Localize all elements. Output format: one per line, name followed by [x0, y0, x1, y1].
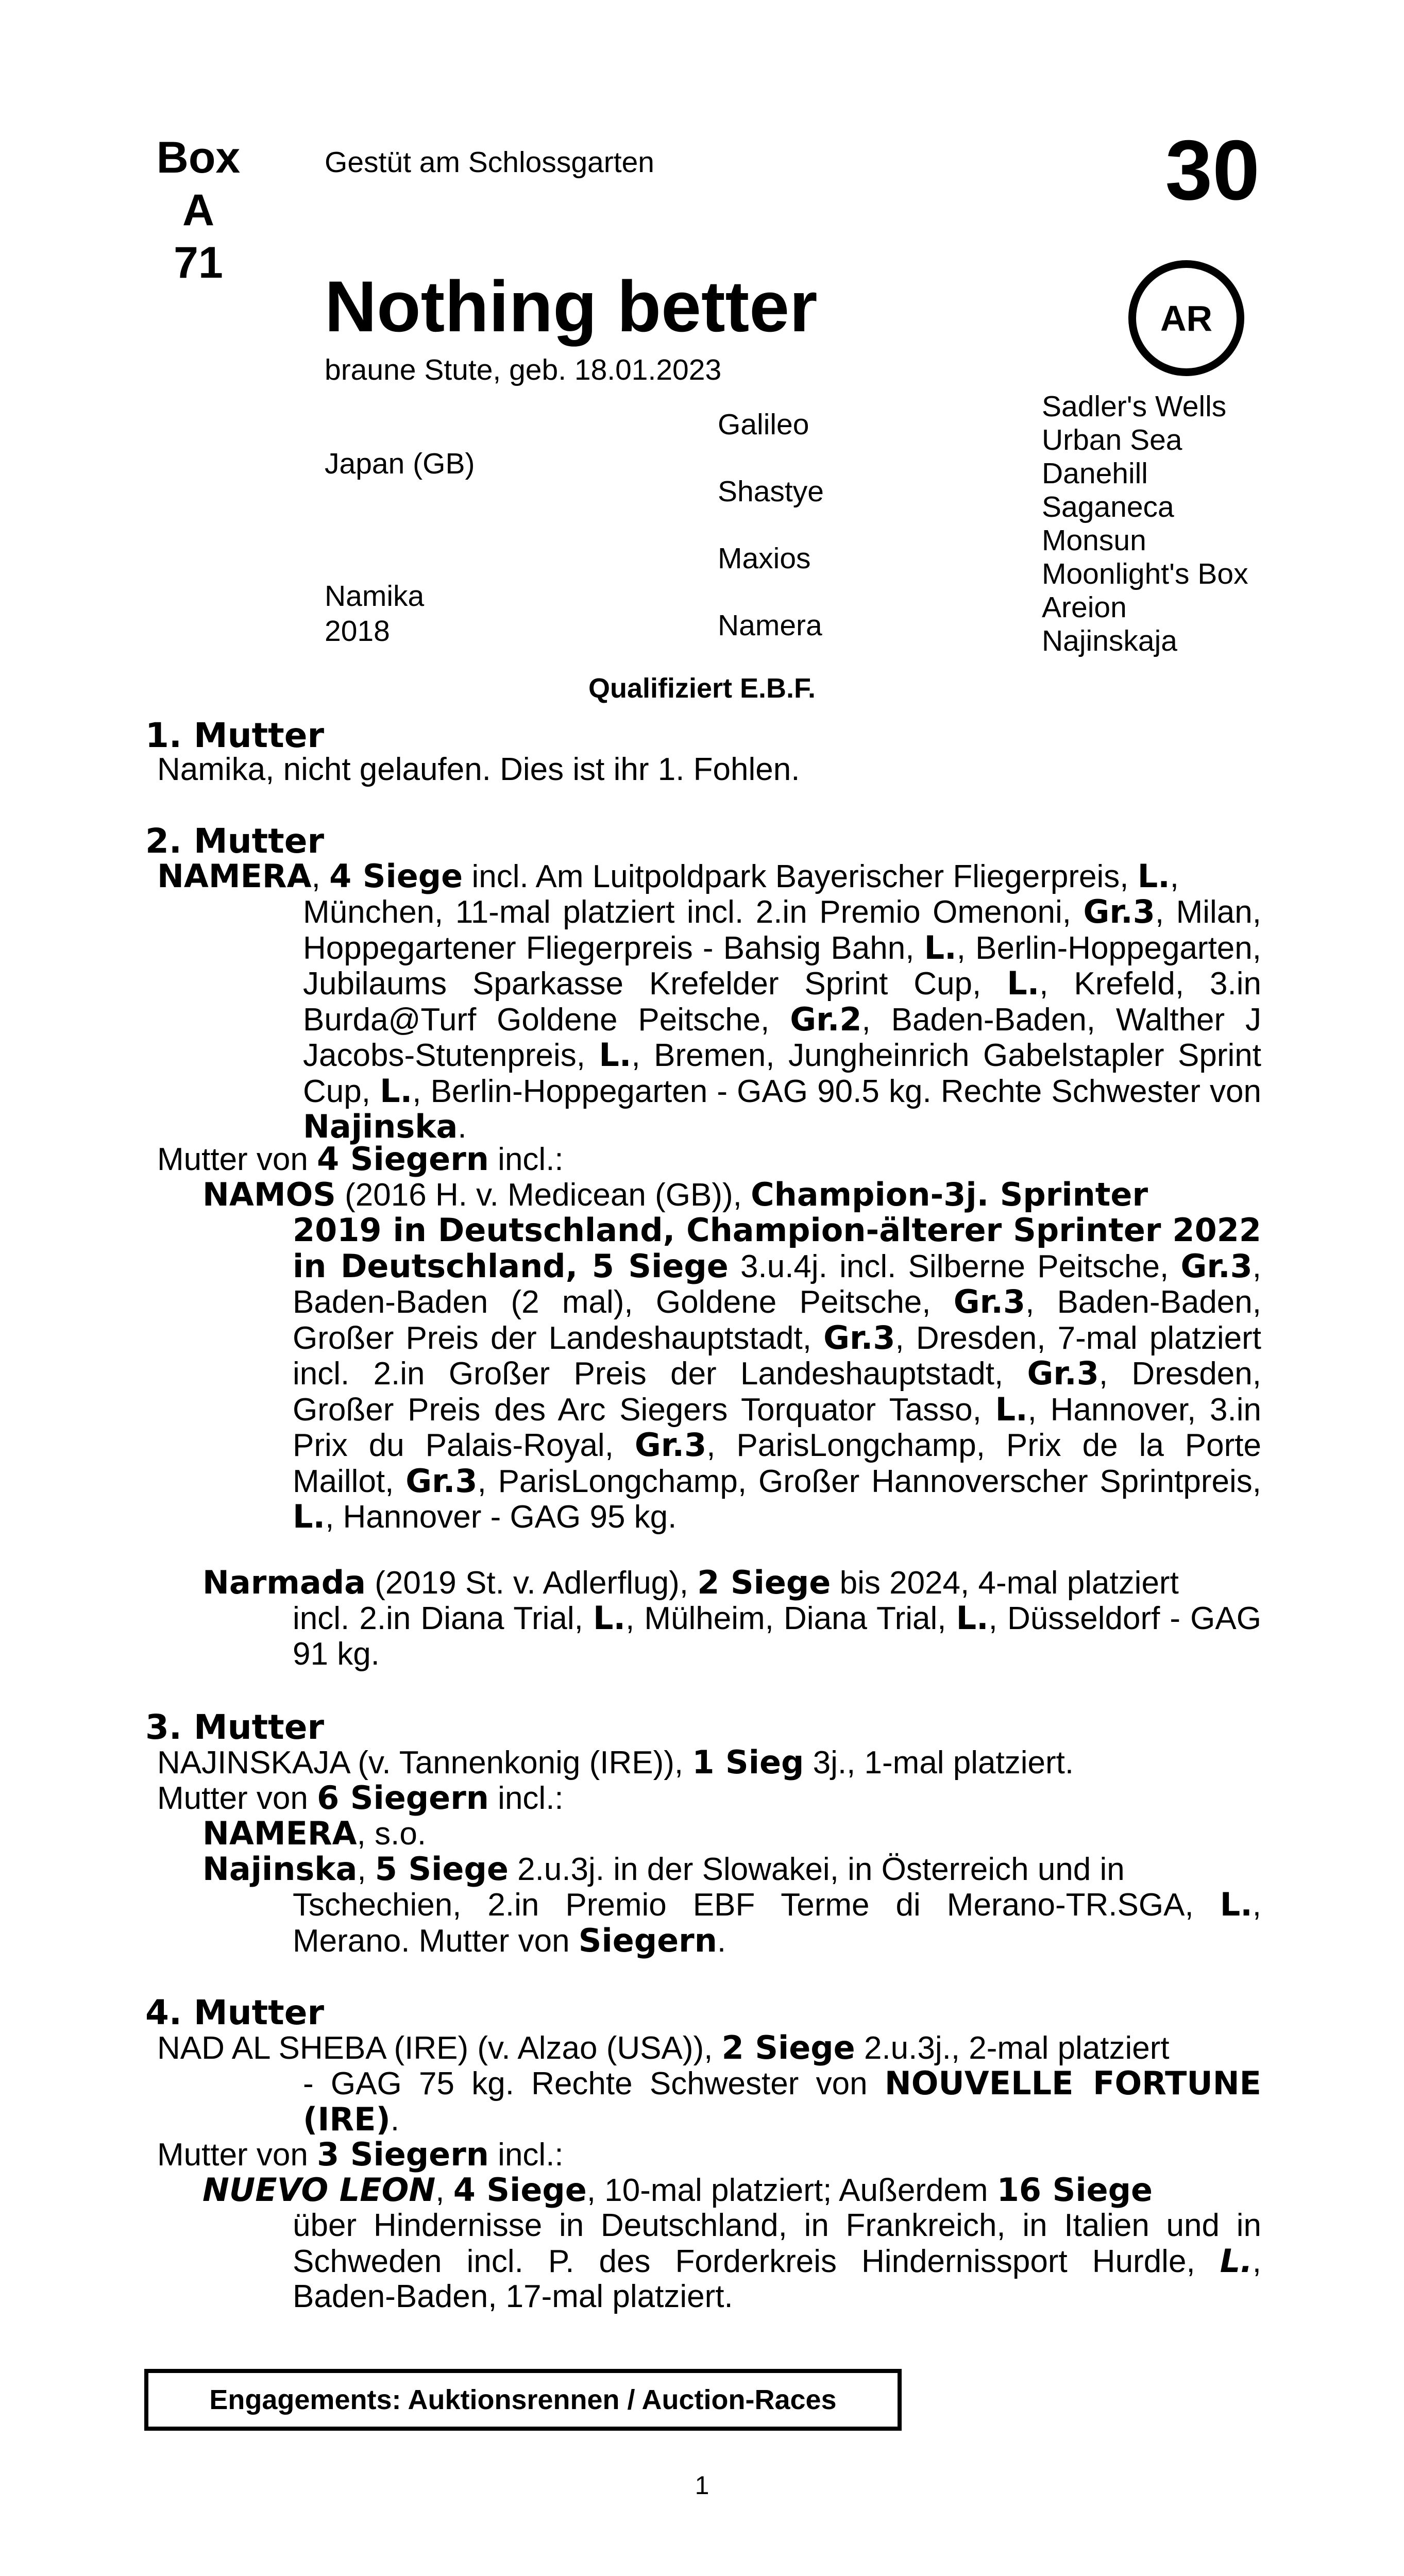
engagements-text: Engagements: Auktionsrennen / Auction-Races: [209, 2384, 837, 2415]
pedigree-gen2-item: Namera: [718, 609, 822, 642]
text-block: über Hindernisse in Deutschland, in Frankreich, in Italien und in Schweden incl. P. des Forderkreis Hindernissport Hurdle, L., Baden-Baden, 17-mal platziert.: [293, 2208, 1261, 2314]
produce-entry-nuevo-leon: NUEVO LEON, 4 Siege, 10-mal platziert; Außerdem 16 Siege: [202, 2171, 1153, 2209]
text-block: 2019 in Deutschland, Champion-älterer Sprinter 2022 in Deutschland, 5 Siege 3.u.4j. incl. Silberne Peitsche, Gr.3, Baden-Baden (2 mal), Goldene Peitsche, Gr.3, Baden-Baden, Großer Preis der Landeshauptstadt, Gr.3, Dresden, 7-mal platziert incl. 2.in Großer Preis der Landeshauptstadt, Gr.3, Dresden, Großer Preis des Arc Siegers Torquator Tasso, L., Hannover, 3.in Prix du Palais-Royal, Gr.3, ParisLongchamp, Prix de la Porte Maillot, Gr.3, ParisLongchamp, Großer Hannoverscher Sprintpreis, L., Hannover - GAG 95 kg.: [293, 1211, 1262, 1535]
dam-entry-nad-al-sheba: NAD AL SHEBA (IRE) (v. Alzao (USA)), 2 Siege 2.u.3j., 2-mal platziert: [157, 2029, 1170, 2066]
section-heading-4th-dam: 4. Mutter: [145, 1993, 325, 2032]
pedigree-gen2-item: Shastye: [718, 475, 824, 508]
pedigree-dam-year: 2018: [325, 615, 390, 648]
qualification: Qualifiziert E.B.F.: [588, 673, 816, 704]
produce-heading: Mutter von 3 Siegern incl.:: [157, 2136, 564, 2173]
pedigree-gen3-item: Saganeca: [1042, 490, 1174, 523]
text-block: Tschechien, 2.in Premio EBF Terme di Merano-TR.SGA, L., Merano. Mutter von Siegern.: [293, 1886, 1261, 1959]
pedigree-gen3-item: Moonlight's Box: [1042, 557, 1248, 590]
text-block: incl. 2.in Diana Trial, L., Mülheim, Diana Trial, L., Düsseldorf - GAG 91 kg.: [293, 1599, 1261, 1672]
pedigree-gen3-item: Urban Sea: [1042, 423, 1182, 456]
box-label: [155, 131, 242, 289]
ar-badge-text: AR: [1160, 298, 1213, 338]
lot-number: 30: [1165, 123, 1260, 217]
produce-entry-namos: NAMOS (2016 H. v. Medicean (GB)), Champion-3j. Sprinter: [202, 1176, 1148, 1213]
pedigree-gen3-item: Sadler's Wells: [1042, 390, 1227, 423]
produce-heading: Mutter von 6 Siegern incl.:: [157, 1779, 564, 1817]
engagements-box: [144, 2369, 902, 2431]
produce-entry-narmada: Narmada (2019 St. v. Adlerflug), 2 Siege bis 2024, 4-mal platziert: [202, 1564, 1179, 1601]
section-heading-3rd-dam: 3. Mutter: [145, 1707, 325, 1747]
ar-badge: [1128, 260, 1244, 376]
section-heading-2nd-dam: 2. Mutter: [145, 821, 325, 861]
produce-entry-najinska: Najinska, 5 Siege 2.u.3j. in der Slowakei, in Österreich und in: [202, 1850, 1125, 1888]
box-word: Box: [156, 133, 241, 182]
dam-entry-najinskaja: NAJINSKAJA (v. Tannenkonig (IRE)), 1 Sieg 3j., 1-mal platziert.: [157, 1743, 1074, 1781]
produce-heading: Mutter von 4 Siegern incl.:: [157, 1140, 564, 1178]
pedigree-gen3-item: Danehill: [1042, 457, 1148, 490]
page-number: 1: [695, 2471, 709, 2500]
pedigree-gen2-item: Galileo: [718, 408, 809, 441]
pedigree-dam: Namika: [325, 580, 425, 613]
horse-description: braune Stute, geb. 18.01.2023: [325, 353, 722, 386]
text-block: - GAG 75 kg. Rechte Schwester von NOUVELLE FORTUNE (IRE).: [303, 2064, 1261, 2138]
pedigree-gen3-item: Monsun: [1042, 524, 1146, 557]
pedigree-gen3-list: [1042, 390, 1248, 658]
pedigree-gen3-item: Areion: [1042, 591, 1127, 624]
horse-name: Nothing better: [325, 266, 818, 347]
section-text-1st-dam: Namika, nicht gelaufen. Dies ist ihr 1. Fohlen.: [157, 752, 800, 787]
section-heading-1st-dam: 1. Mutter: [145, 716, 325, 755]
breeder: Gestüt am Schlossgarten: [325, 146, 654, 179]
box-number: A 71: [174, 185, 223, 287]
pedigree-sire: Japan (GB): [325, 447, 475, 480]
produce-entry-namera: NAMERA, s.o.: [202, 1815, 427, 1852]
dam-entry-namera: NAMERA, 4 Siege incl. Am Luitpoldpark Bayerischer Fliegerpreis, L.,: [157, 857, 1179, 895]
pedigree-gen2-item: Maxios: [718, 542, 811, 575]
pedigree-gen3-item: Najinskaja: [1042, 624, 1177, 657]
text-block: München, 11-mal platziert incl. 2.in Premio Omenoni, Gr.3, Milan, Hoppegartener Fliegerpreis - Bahsig Bahn, L., Berlin-Hoppegarten, Jubilaums Sparkasse Krefelder Sprint Cup, L., Krefeld, 3.in Burda@Turf Goldene Peitsche, Gr.2, Baden-Baden, Walther J Jacobs-Stutenpreis, L., Bremen, Jungheinrich Gabelstapler Sprint Cup, L., Berlin-Hoppegarten - GAG 90.5 kg. Rechte Schwester von Najinska.: [303, 893, 1261, 1145]
